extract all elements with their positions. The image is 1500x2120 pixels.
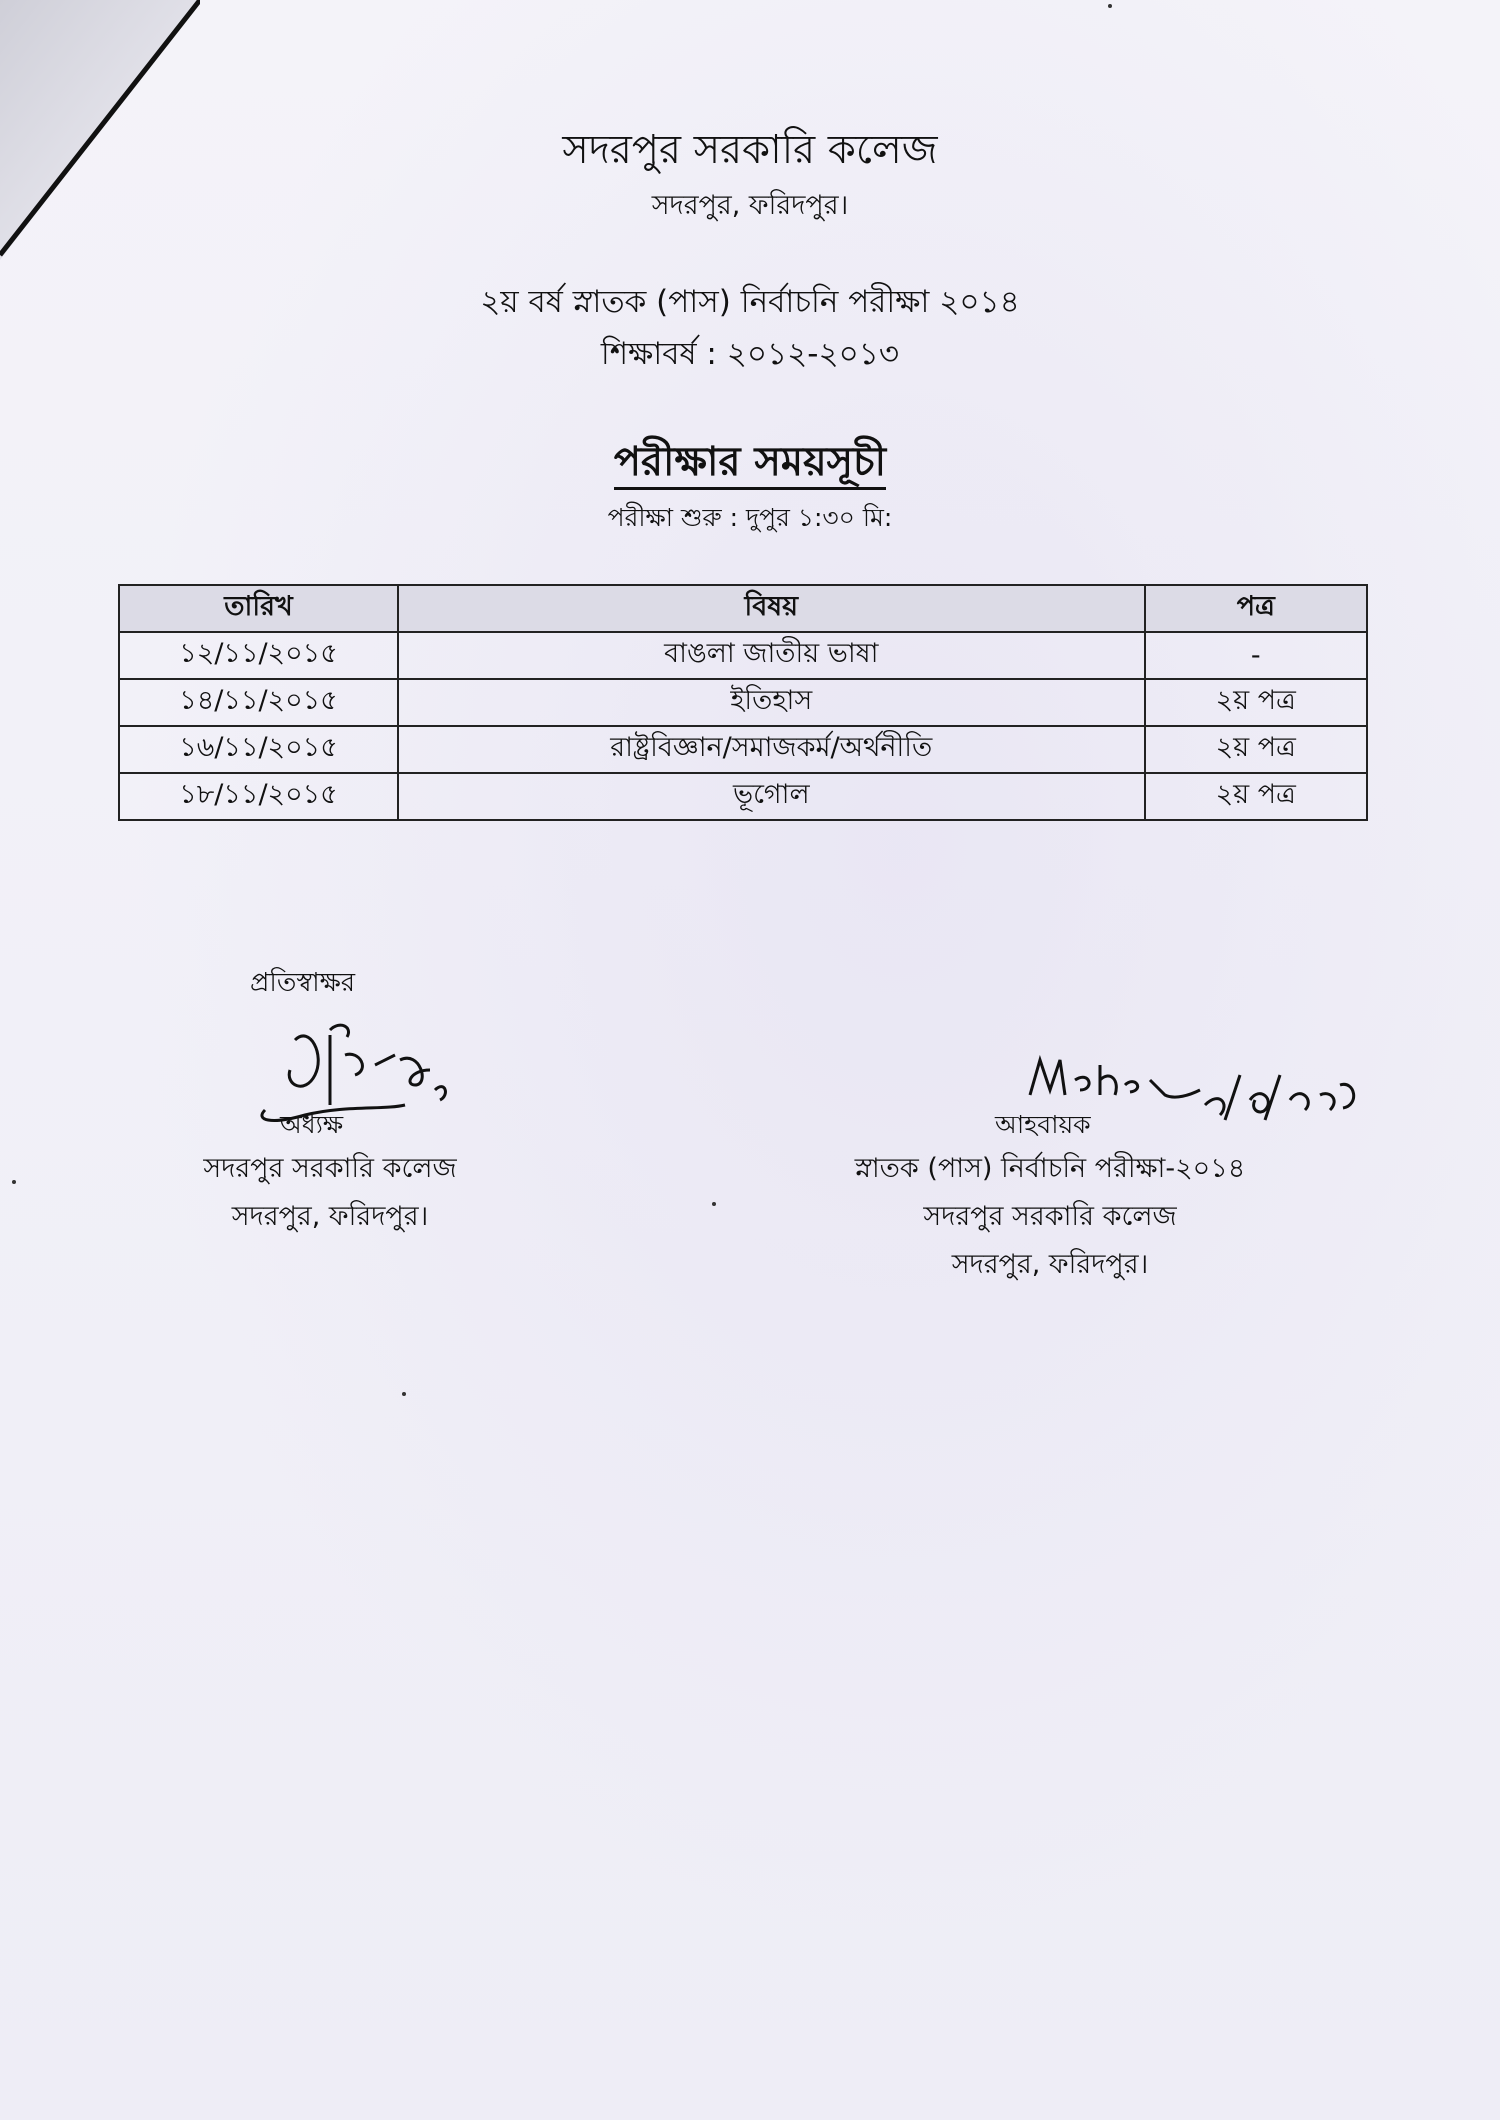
cell-date: ১৬/১১/২০১৫ [119, 726, 398, 773]
table-row [119, 632, 1367, 679]
scan-speck [1108, 4, 1112, 8]
exam-start-time: পরীক্ষা শুরু : দুপুর ১:৩০ মি: [607, 503, 893, 532]
principal-designation [170, 1145, 490, 1241]
cell-date: ১২/১১/২০১৫ [119, 632, 398, 679]
column-header-paper: পত্র [1145, 585, 1367, 632]
cell-paper: ২য় পত্র [1145, 679, 1367, 726]
schedule-title-text: পরীক্ষার সময়সূচী [614, 439, 886, 490]
scan-speck [712, 1202, 716, 1206]
college-name: সদরপুর সরকারি কলেজ [562, 127, 938, 173]
exam-schedule-table [118, 584, 1368, 821]
cell-subject: ইতিহাস [398, 679, 1145, 726]
table-row [119, 773, 1367, 820]
principal-college-address: সদরপুর, ফরিদপুর। [231, 1201, 429, 1232]
countersign-label: প্রতিস্বাক্ষর [250, 968, 356, 998]
principal-signature [235, 1015, 475, 1135]
table-header-row [119, 585, 1367, 632]
convener-title: আহবায়ক [995, 1110, 1091, 1139]
cell-date: ১৮/১১/২০১৫ [119, 773, 398, 820]
cell-paper: ২য় পত্র [1145, 773, 1367, 820]
convener-college-name: সদরপুর সরকারি কলেজ [923, 1201, 1177, 1232]
convener-exam-name: স্নাতক (পাস) নির্বাচনি পরীক্ষা-২০১৪ [854, 1153, 1246, 1184]
table-row [119, 679, 1367, 726]
scan-speck [12, 1180, 16, 1184]
convener-designation [830, 1145, 1270, 1289]
exam-title: ২য় বর্ষ স্নাতক (পাস) নির্বাচনি পরীক্ষা ২০১৪ [480, 284, 1020, 320]
column-header-subject: বিষয় [398, 585, 1145, 632]
convener-college-address: সদরপুর, ফরিদপুর। [951, 1249, 1149, 1280]
cell-date: ১৪/১১/২০১৫ [119, 679, 398, 726]
column-header-date: তারিখ [119, 585, 398, 632]
principal-college-name: সদরপুর সরকারি কলেজ [203, 1153, 457, 1184]
cell-subject: বাঙলা জাতীয় ভাষা [398, 632, 1145, 679]
schedule-title [0, 430, 1500, 497]
principal-title: অধ্যক্ষ [280, 1110, 344, 1139]
college-address: সদরপুর, ফরিদপুর। [651, 190, 849, 221]
academic-session: শিক্ষাবর্ষ : ২০১২-২০১৩ [600, 336, 900, 372]
cell-paper: ২য় পত্র [1145, 726, 1367, 773]
cell-subject: রাষ্ট্রবিজ্ঞান/সমাজকর্ম/অর্থনীতি [398, 726, 1145, 773]
table-row [119, 726, 1367, 773]
cell-paper: - [1145, 632, 1367, 679]
scan-speck [402, 1392, 406, 1396]
cell-subject: ভূগোল [398, 773, 1145, 820]
